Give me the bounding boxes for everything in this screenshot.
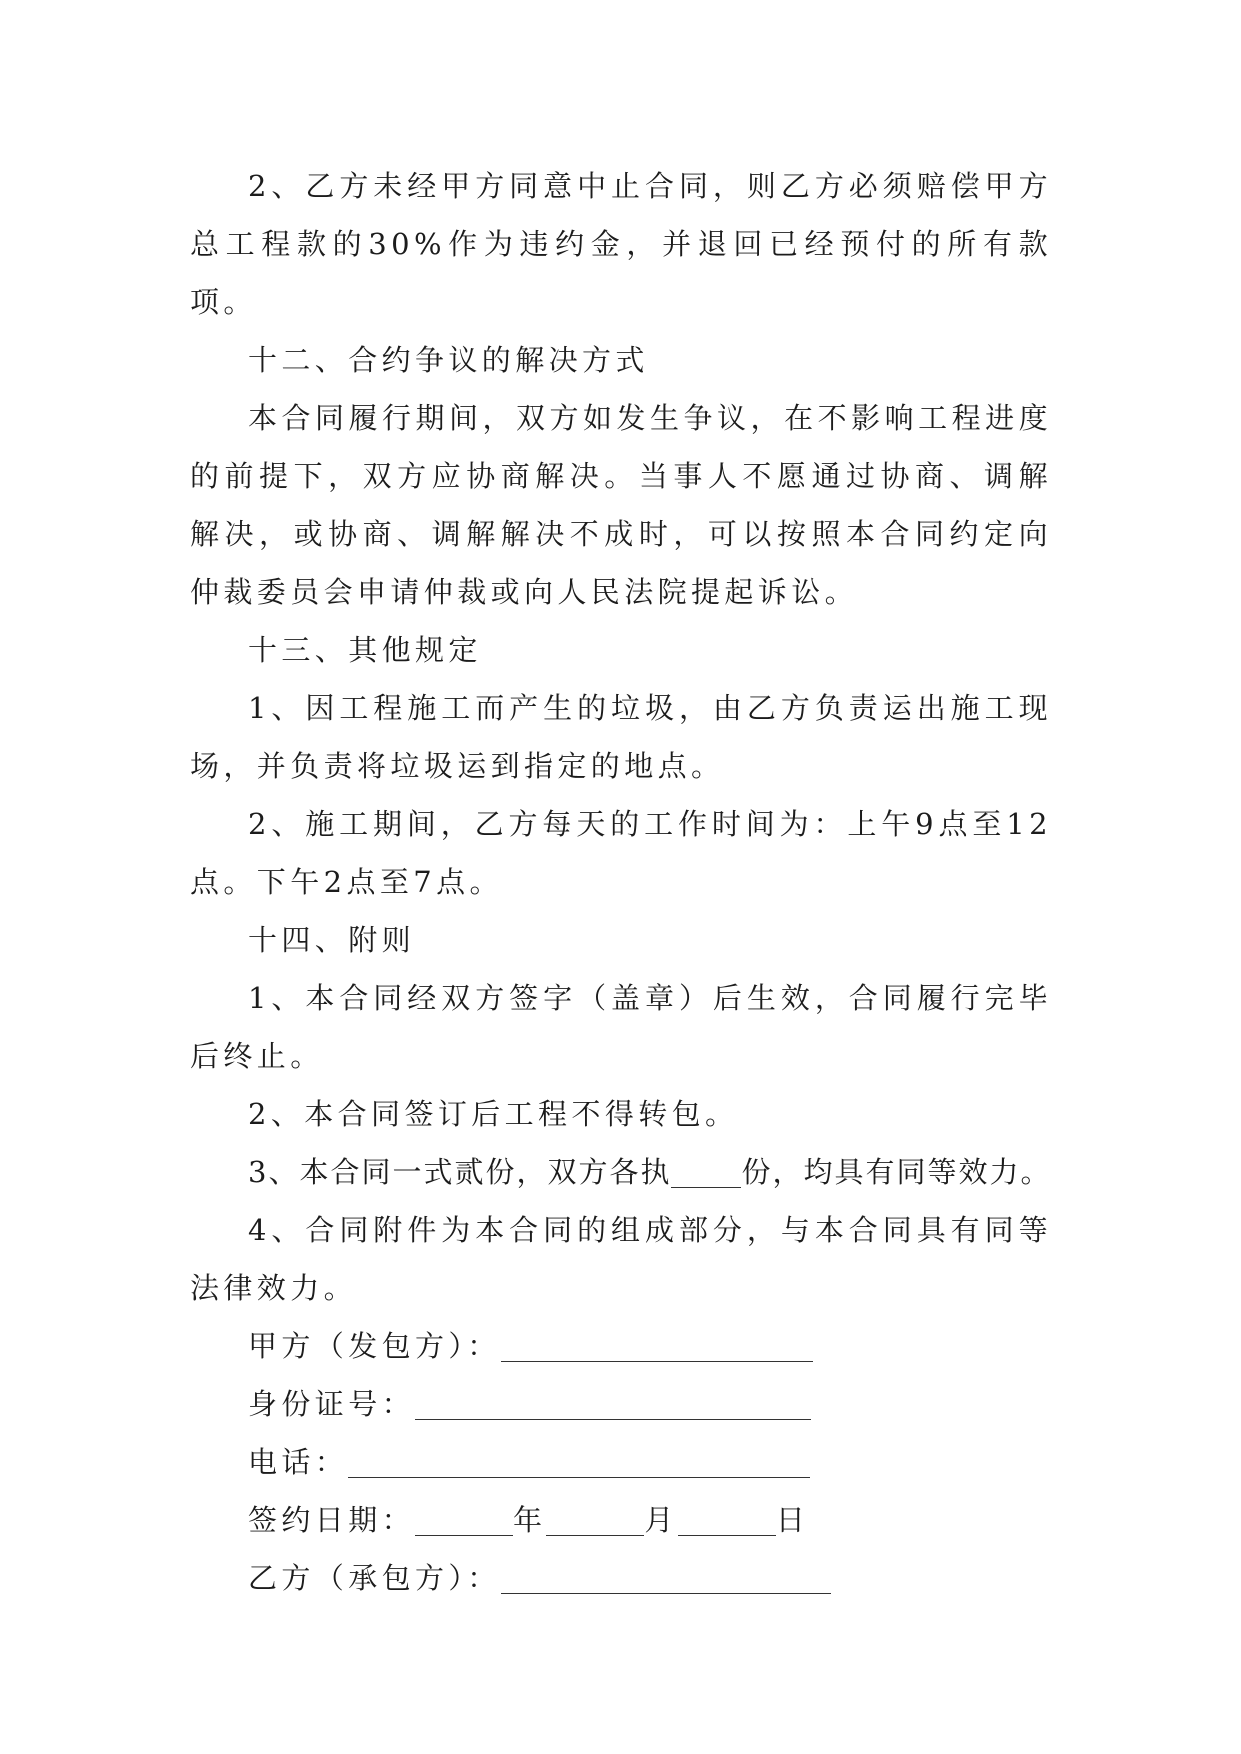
id-number-label: 身份证号： [248,1387,416,1421]
party-b-blank[interactable] [501,1563,831,1594]
sign-date-row [190,1491,1052,1549]
waste-removal-clause: 1、因工程施工而产生的垃圾，由乙方负责运出施工现场，并负责将垃圾运到指定的地点。 [190,691,1052,783]
copies-clause-end: 份，均具有同等效力。 [741,1155,1052,1189]
month-blank[interactable] [546,1505,644,1536]
id-number-blank[interactable] [415,1389,811,1420]
copies-clause [190,1143,1052,1201]
year-label: 年 [513,1503,547,1537]
sign-date-label: 签约日期： [248,1503,416,1537]
copies-blank[interactable] [671,1157,741,1188]
day-label: 日 [775,1503,810,1537]
phone-row [190,1433,1052,1491]
attachment-clause: 4、合同附件为本合同的组成部分，与本合同具有同等法律效力。 [190,1213,1052,1305]
day-blank[interactable] [678,1505,776,1536]
contract-body [190,157,1052,1607]
party-a-label: 甲方（发包方）： [248,1329,501,1363]
year-blank[interactable] [415,1505,513,1536]
working-hours-clause: 2、施工期间，乙方每天的工作时间为：上午9点至12点。下午2点至7点。 [190,807,1052,899]
copies-clause-start: 3、本合同一式贰份，双方各执 [248,1155,672,1189]
month-label: 月 [644,1503,678,1537]
section-14-heading: 十四、附则 [248,923,416,957]
party-b-row [190,1549,1052,1607]
section-13-heading: 十三、其他规定 [248,633,482,667]
penalty-clause-2: 2、乙方未经甲方同意中止合同，则乙方必须赔偿甲方总工程款的30%作为违约金，并退回已经预付的所有款项。 [190,169,1052,319]
phone-blank[interactable] [348,1447,810,1478]
party-b-label: 乙方（承包方）： [248,1561,501,1595]
party-a-blank[interactable] [501,1331,813,1362]
phone-label: 电话： [248,1445,349,1479]
section-12-heading: 十二、合约争议的解决方式 [248,343,649,377]
dispute-resolution-clause: 本合同履行期间，双方如发生争议，在不影响工程进度的前提下，双方应协商解决。当事人不愿通过协商、调解解决，或协商、调解解决不成时，可以按照本合同约定向仲裁委员会申请仲裁或向人民法院提起诉讼。 [190,401,1052,609]
id-number-row [190,1375,1052,1433]
effective-clause: 1、本合同经双方签字（盖章）后生效，合同履行完毕后终止。 [190,981,1052,1073]
no-subcontract-clause: 2、本合同签订后工程不得转包。 [248,1097,739,1131]
party-a-row [190,1317,1052,1375]
